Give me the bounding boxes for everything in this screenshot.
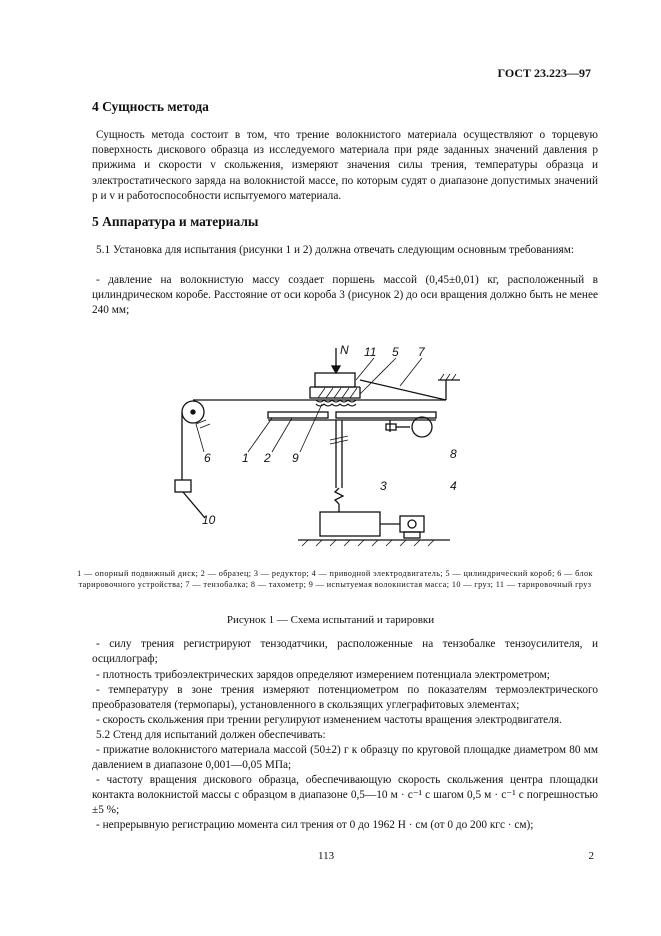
figure-caption: Рисунок 1 — Схема испытаний и тарировки — [226, 614, 435, 626]
section-4-text: Сущность метода состоит в том, что трение волокнистого материала осуществляют о торцевую поверхность дискового образца из исследуемого материала при ряде заданных значений давления p прижима и скорости v скольжения, измеряют значения силы трения, температуры образца и электростатического заряда на волокнистой массе, по которым судят о диапазоне допустимых значений p и v и работоспособности испытуемого материала. — [92, 129, 598, 202]
list-item: - прижатие волокнистого материала массой (50±2) г к образцу по круговой площадке диаметром 80 мм давлением в диапазоне 0,001—0,05 МПа; — [92, 744, 598, 772]
label-2: 2 — [264, 451, 271, 465]
label-1: 1 — [242, 451, 249, 465]
calibration-weight — [315, 373, 355, 387]
page-number: 113 — [318, 850, 335, 862]
gearbox — [320, 512, 380, 536]
section-5-title: 5 Аппаратура и материалы — [92, 214, 259, 229]
electric-motor — [400, 516, 424, 532]
list-item: - температуру в зоне трения измеряют потенциометром по показателям термоэлектрического преобразователя (термопары), установленного в скользящих углеграфитовых элементах; — [92, 684, 598, 712]
list-item: - силу трения регистрируют тензодатчики, расположенные на тензобалке тензоусилителя, и осциллограф; — [92, 638, 598, 666]
list-item: - скорость скольжения при трении регулируют изменением частоты вращения электродвигателя. — [96, 714, 562, 726]
section-4-title: 4 Сущность метода — [92, 99, 209, 114]
clause-5-2: 5.2 Стенд для испытаний должен обеспечивать: — [96, 729, 326, 741]
clause-5-1: 5.1 Установка для испытания (рисунки 1 и 2) должна отвечать следующим основным требованиям: — [96, 244, 575, 256]
list-item: - частоту вращения дискового образца, обеспечивающую скорость скольжения центра площадки контакта волокнистой массы с образцом в диапазоне 0,5—10 м · с⁻¹ с шагом 0,5 м · с⁻¹ с погрешностью ±5 %; — [92, 774, 598, 817]
test-scheme-figure — [160, 340, 480, 560]
label-6: 6 — [204, 451, 211, 465]
label-4: 4 — [450, 479, 457, 493]
list-item: - непрерывную регистрацию момента сил трения от 0 до 1962 Н · см (от 0 до 200 кгс · см); — [96, 819, 534, 831]
label-9: 9 — [292, 451, 299, 465]
label-N: N — [340, 343, 349, 357]
label-5: 5 — [392, 345, 399, 359]
label-8: 8 — [450, 447, 457, 461]
label-10: 10 — [202, 513, 216, 527]
clause-5-1-piston: - давление на волокнистую массу создает поршень массой (0,45±0,01) кг, расположенный в цилиндрическом коробе. Расстояние от оси короба 3 (рисунок 2) до оси вращения должно быть не менее 240 мм; — [92, 274, 598, 317]
figure-legend: 1 — опорный подвижный диск; 2 — образец; 3 — редуктор; 4 — приводной электродвигатель; 5 — цилиндрический короб; 6 — блок тарировочного устройства; 7 — тензобалка; 8 — тахометр; 9 — испытуемая волокнистая масса; 10 — груз; 11 — тарировочный груз — [77, 569, 593, 589]
standard-number: ГОСТ 23.223—97 — [497, 66, 591, 80]
support-disc — [268, 412, 328, 418]
label-3: 3 — [380, 479, 387, 493]
weight-10 — [175, 480, 191, 492]
sheet-number: 2 — [588, 850, 594, 862]
list-item: - плотность трибоэлектрических зарядов определяют измерением потенциала электрометром; — [96, 669, 550, 681]
label-7: 7 — [418, 345, 425, 359]
label-11: 11 — [364, 345, 377, 359]
